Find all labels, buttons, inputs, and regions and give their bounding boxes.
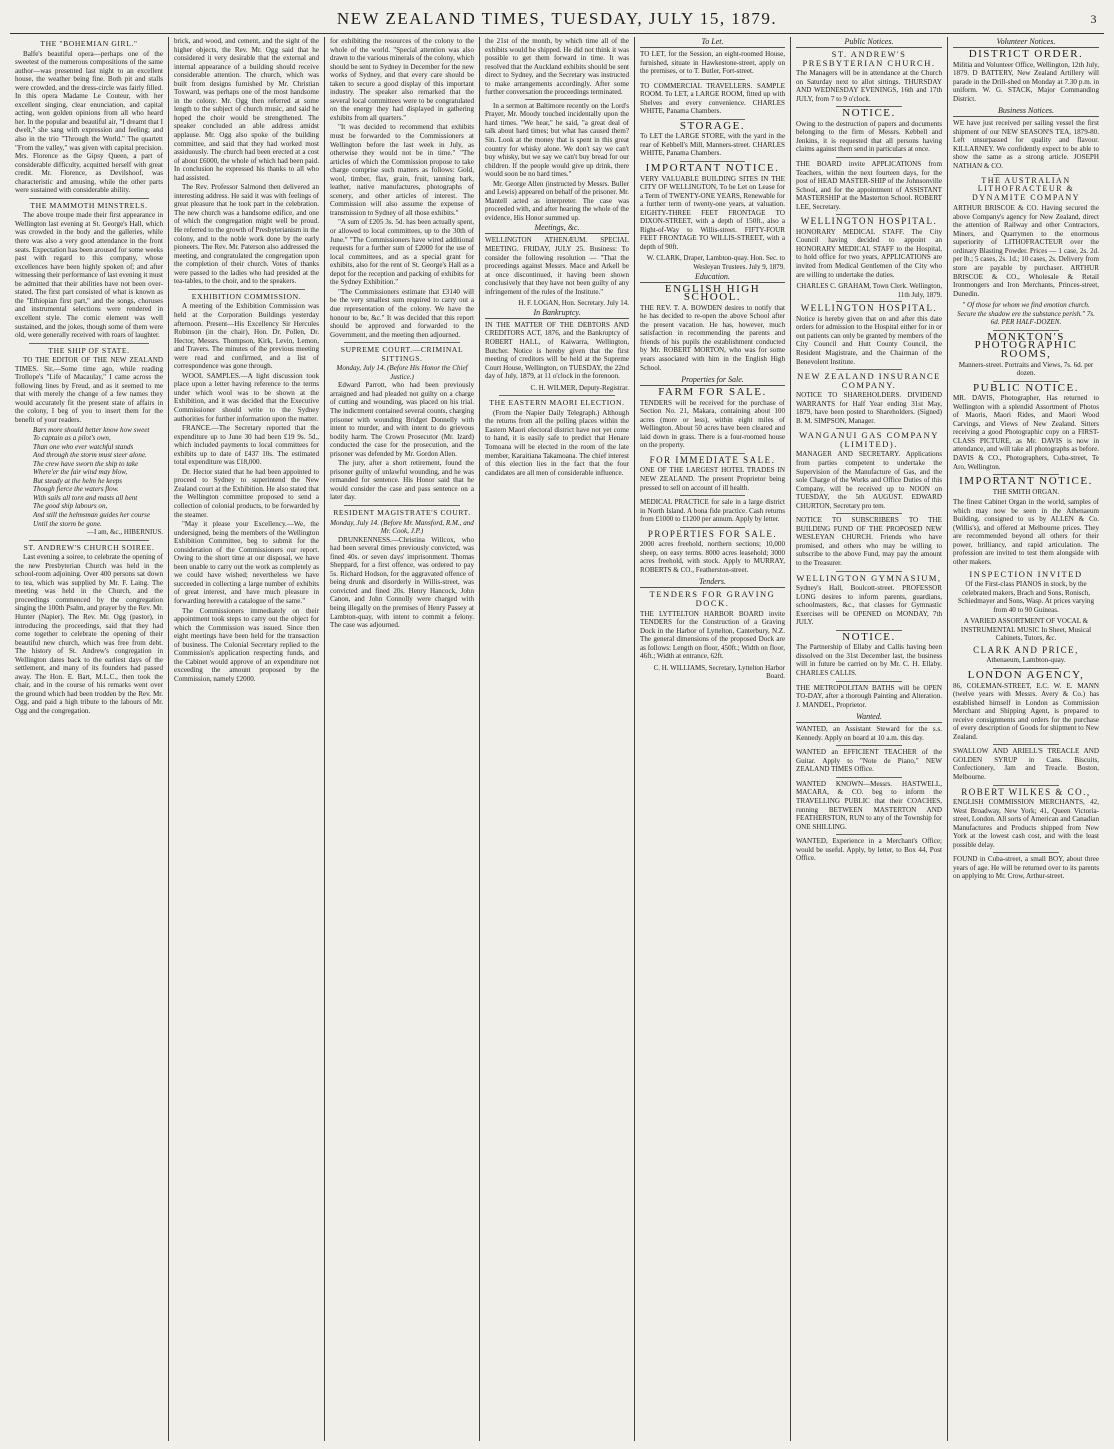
divider [29, 198, 149, 199]
divider [993, 744, 1059, 745]
divider [836, 214, 902, 215]
ad-signature: W. CLARK, Draper, Lambton-quay. Hon. Sec. to Wesleyan Trustees. July 9, 1879. [646, 254, 785, 272]
article-continued: for exhibiting the resources of the colony to the whole of the world. "Special attention was also drawn to the various minerals of the colony, which should be sent to Sydney in December for the new works of Sydney, and that every care should be taken to secure a good display of this important industry. The speaker also remarked that the several local committees were to be congratulated on the energy they had displayed in gathering exhibits from all quarters." [330, 37, 474, 122]
ad-signature: CHARLES C. GRAHAM, Town Clerk. Wellington, 11th July, 1879. [796, 282, 942, 299]
column-7 [947, 37, 1104, 1441]
ad-clark-price: Athenaeum, Lambton-quay. [986, 656, 1066, 665]
ad-robert-wilkes: ENGLISH COMMISSION MERCHANTS, 42, West Broadway, New York; 41, Queen Victoria-street, London. All sorts of American and Canadian Manufactures and Products shipped from New York at the lowest cash cost, and with the least possible delay. [953, 798, 1099, 849]
ad-monkton-title: MONKTON'S PHOTOGRAPHIC ROOMS, [974, 330, 1078, 360]
ad-gas-company-title: WANGANUI GAS COMPANY (LIMITED). [799, 430, 939, 449]
section-heading-wanted: Wanted. [796, 712, 942, 723]
heading-magistrates-court: RESIDENT MAGISTRATE'S COURT. [333, 507, 471, 517]
ad-hospital-medical-staff: HONORARY MEDICAL STAFF. The City Council having decided to appoint an HONORARY MEDICAL STAFF to the Hospital, to hold office for two years, APPLICATIONS are invited from Medical Gentlemen of the City who are willing to undertake the duties. [796, 227, 942, 279]
ad-pianos: Of the First-class PIANOS in stock, by the celebrated makers, Brach and Sons, Ronisch, Schiedmayer and Sons, Wasp. At prices varying from 40 to 90 Guineas. [957, 580, 1095, 614]
ad-house-to-let: TO LET, for the Session, an eight-roomed House, furnished, situate in Hawkestone-street, apply on the premises, or to T. Butler, Fort-street. [640, 50, 785, 76]
divider [188, 289, 305, 290]
ad-district-order-title: DISTRICT ORDER. [968, 48, 1084, 60]
column-4 [479, 37, 634, 1441]
ad-notice-kebbell: Owing to the destruction of papers and documents belonging to the firm of Messrs. Kebbell and Jenkins, it is requested that all persons having claims against them send in particulars at once. [796, 119, 942, 154]
section-heading-education: Education. [640, 272, 785, 283]
divider [344, 342, 460, 343]
ad-found-boy: FOUND in Cuba-street, a small BOY, about three years of age. He will be returned over to its parents on applying to Mr. Crow, Arthur-street. [953, 855, 1099, 881]
ad-storage-title: STORAGE. [679, 119, 746, 132]
article-continued: brick, and wood, and cement, and the sight of the higher objects, the Rev. Mr. Ogg said that he considered it very desirable that the external and internal appearance of a building should receive considerable attention. The church, which was built from designs furnished by Mr. Christian Toxward, was perhaps one of the most handsome in the colony. Mr. Ogg then referred at some length to the subject of church music, and said he hoped the choir would be strengthened. The speaker concluded an able address amidst applause. Mr. Ogg also spoke of the building committee, and said that they had worked most assiduously. The church had been erected at a cost of about £6000, the whole of which had been paid. In conclusion he expressed his thanks to all who had assisted. [174, 37, 319, 182]
divider [836, 834, 902, 835]
ad-graving-dock: THE LYTTELTON HARBOR BOARD invite TENDERS for the Construction of a Graving Dock in the Harbor of Lyttelton, Canterbury, N.Z. The general dimensions of the proposed Dock are as follows: Length on floor, 450ft.; Width on floor, 46ft.; Width at entrance, 62ft. [640, 609, 785, 661]
divider [993, 785, 1059, 786]
divider [344, 505, 460, 506]
article-continued: the 21st of the month, by which time all of the exhibits would be shipped. He did not think it was possible to get them forward in time. It was resolved that the Auckland exhibits should be sent direct to Sydney, and the Secretary was instructed to make arrangements accordingly. After some further conversation the proceedings terminated. [485, 37, 629, 97]
ad-important-notice-title: IMPORTANT NOTICE. [959, 475, 1093, 488]
ad-properties-title: PROPERTIES FOR SALE. [647, 528, 778, 539]
ad-hotel-sale: ONE OF THE LARGEST HOTEL TRADES IN NEW ZEALAND. The present Proprietor being pressed to sell on account of ill health. [640, 466, 785, 492]
heading-st-andrews-soiree: ST. ANDREW'S CHURCH SOIREE. [23, 542, 155, 552]
ad-lithofracteur-title: THE AUSTRALIAN LITHOFRACTEUR & DYNAMITE COMPANY [972, 175, 1080, 202]
article-paragraph: Dr. Hector stated that he had been appointed to proceed to Sydney to superintend the New Zealand court at the Exhibition. He also stated that the Wellington committee proposed to send a collection of colonial products, to be forwarded by the steamer. [174, 467, 319, 519]
ad-new-season-tea: WE have just received per sailing vessel the first shipment of our NEW SEASON'S TEA, 1879-80. Left unsurpassed for quality and flavour. KILLARNEY. We confidently expect to be able to show the same as a strong article. JOSEPH NATHAN & CO. [953, 119, 1099, 171]
article-mammoth-minstrels: The above troupe made their first appearance in Wellington last evening at St. George's Hall, which was crowded in the body and the galleries, while there was also a very good attendance in the front seats. Expectation has been aroused for some weeks past with regard to this company, whose excellences have been highly spoken of; and after witnessing their performance of last evening it must be admitted that their abilities have not been over-stated. The first part consisted of what is known as the "Ethiopian first part," and the songs, choruses and instrumental selections were rendered in excellent style. The comic element was well sustained, and the jokes, though some of them were old, were generally received with roars of laughter. [15, 211, 163, 340]
ad-farm-for-sale: TENDERS will be received for the purchase of Section No. 21, Makara, containing about 100 acres (more or less), within eight miles of Wellington. About 50 acres have been cleared and laid down in grass. There is a four-roomed house on the property. [640, 398, 785, 450]
ad-clark-price-title: CLARK AND PRICE, [973, 644, 1079, 655]
divider [993, 852, 1059, 853]
heading-supreme-court: SUPREME COURT.—CRIMINAL SITTINGS. [340, 345, 464, 363]
ad-wanted-teacher: WANTED an EFFICIENT TEACHER of the Guitar. Apply to "Note de Piano," NEW ZEALAND TIMES Office. [796, 748, 942, 774]
article-paragraph: DRUNKENNESS.—Christina Willcox, who had been several times previously convicted, was fined 40s. or seven days' imprisonment. Thomas Sheppard, for a first offence, was ordered to pay 5s. Richard Hodson, for the aggravated offence of being drunk and disorderly in Willis-street, was convicted and fined 20s. Henry Hancock, John Canon, and John Connolly were charged with being illegally on the premises of Henry Passey at Lambton-quay, with intent to commit a felony. The case was adjourned. [330, 535, 474, 630]
divider [29, 343, 149, 344]
ad-partnership-title: NOTICE. [842, 630, 896, 643]
ad-wanted-experience: WANTED, Experience in a Merchant's Office; would be useful. Apply, by letter, to Box 44, Post Office. [796, 837, 942, 863]
ad-signature: C. H. WILLIAMS, Secretary, Lyttelton Harbor Board. [653, 663, 785, 681]
section-heading-public-notices: Public Notices. [796, 37, 942, 48]
ad-hospital-admission: Notice is hereby given that on and after this date orders for admission to the Hospital either for in or out patients can only be granted by members of the City Council and Hutt County Council, the Resident Magistrate, and the Chairman of the Benevolent Institute. [796, 314, 942, 366]
ad-high-school: THE REV. T. A. BOWDEN desires to notify that he has decided to re-open the above School after the present vacation. He has, however, much satisfaction in recommending the parents and friends of his pupils the establishment conducted by Mr. ROBERT MORTON, who was for some years associated with him in the English High School. [640, 303, 785, 372]
article-paragraph: The Rev. Professor Salmond then delivered an interesting address. He said it was with feelings of great pleasure that he took part in the celebration. The new church was a handsome edifice, and one of which the congregation might well be proud. He referred to the growth of Presbyterianism in the colony, and to the noble work done by the early pioneers. The Rev. Mr. Paterson also addressed the meeting, and congratulated the congregation upon the completion of their church. Votes of thanks were passed to the ladies who had presided at the tea-tables, to the choir, and to the speakers. [174, 183, 319, 286]
divider [993, 174, 1059, 175]
article-paragraph: "May it please your Excellency.—We, the undersigned, being the members of the Wellington Exhibition Committee, beg to submit for the consideration of the Commissioners our report. Owing to the short time at our disposal, we have been unable to carry out the work as completely as we could have wished; nevertheless we have succeeded in collecting a large number of exhibits of great interest, and have much pleasure in forwarding herewith a catalogue of the same." [174, 520, 319, 605]
article-bohemian-girl: Balfe's beautiful opera—perhaps one of the sweetest of the numerous compositions of the same author—was presented last night to an excellent house, the weather being fine. Both pit and stalls were crowded, and the dress-circle was fairly filled. In this opera Madame Le Couteur, with her excellent singing, clear enunciation, and capital acting, won golden opinions from all who heard her. In the popular and beautiful air, "I dreamt that I dwelt," she sang with expression and feeling; and also in the trio "Through the World." The quartett "From the valley," was given with capital precision. Mrs. Florence as the Gipsy Queen, a part of considerable difficulty, acquitted herself with great credit. Mr. Florence, as Devilshoof, was characteristic and amusing, while the other parts were sustained with considerable ability. [15, 49, 163, 195]
article-paragraph: The Commissioners immediately on their appointment took steps to carry out the object for which the Commission was issued. Since then eight meetings have been held for the transaction of business. The Colonial Secretary replied to the Commission's application respecting funds, and the Cabinet would approve of an expenditure not exceeding the amount proposed by the Commission, namely £2000. [174, 606, 319, 683]
heading-exhibition-commission: EXHIBITION COMMISSION. [191, 291, 302, 301]
ad-hospital-title-2: WELLINGTON HOSPITAL. [800, 303, 938, 314]
column-6 [790, 37, 947, 1441]
poem-verse: Bars more should better know how sweet To captain as a pilot's own, Than one who ever watchful stands And through the storm must steer alone. The crew have sworn the ship to take Where'er the fair wind may blow, But steady at the helm he keeps Though fierce the waters flow. With sails all torn and masts all bent The good ship labours on, And still the helmsman guides her course Until the storm be gone. [33, 425, 151, 528]
article-exhibition-commission: A meeting of the Exhibition Commission was held at the Corporation Buildings yesterday afternoon. Present—His Excellency Sir Hercules Robinson (in the chair), Hon. Dr. Pollen, Dr. Hector, Messrs. Thompson, Kirk, Levin, Lemon, and Travers. The minutes of the previous meeting were read and confirmed, and a list of correspondence was gone through. [174, 302, 319, 371]
section-heading-meetings: Meetings, &c. [485, 223, 629, 234]
section-heading-business-notices: Business Notices. [953, 106, 1099, 117]
section-heading-to-let: To Let. [640, 37, 785, 48]
masthead-title: NEW ZEALAND TIMES, TUESDAY, JULY 15, 1879. [336, 9, 778, 28]
divider [525, 99, 589, 100]
ad-metropolitan-baths: THE METROPOLITAN BATHS will be OPEN TO-DAY, after a thorough Painting and Alteration. J. MANDEL, Proprietor. [796, 683, 942, 709]
divider [836, 745, 902, 746]
ad-building-sites: VERY VALUABLE BUILDING SITES IN THE CITY OF WELLINGTON, To be Let on Lease for a Term of TWENTY-ONE YEARS, Renewable for a further term of twenty-one years, at valuation. EIGHTY-THREE FEET FRONTAGE TO DIXON-STREET, with a depth of 150ft., also a Right-of-Way to Willis-street. FIFTY-FOUR FEET FRONTAGE TO WILLIS-STREET, with a depth of 90ft. [640, 174, 785, 251]
article-st-andrews-soiree: Last evening a soiree, to celebrate the opening of the new Presbyterian Church was held in the school-room adjoining. Over 400 persons sat down to tea, which was supplied by Mr. F. Laing. The meeting was held in the Church, and the proceedings commenced by the congregation singing the 100th Psalm, and prayer by the Rev. Mr. Hunter (Napier). The Rev. Mr. Ogg (pastor), in introducing the proceedings, said that they had come together to celebrate the opening of their beautiful new church, which was free from debt. The history of St. Andrew's congregation in Wellington dates back to the earliest days of the settlement, and many of its founders had passed away. The Hon. E. Bart, M.L.C., then took the chair, and in the course of his remarks went over the ground which had been trodden by the Rev. Mr. Ogg, and paid a high tribute to the labours of Mr. Ogg and the congregation. [15, 553, 163, 716]
article-paragraph: Edward Parrott, who had been previously arraigned and had pleaded not guilty on a charge of cutting and wounding, was placed on his trial. The indictment contained several counts, charging prisoner with wounding Bridget Donnelly with intent to murder, and with intent to do grievous bodily harm. The Crown Prosecutor (Mr. Izard) conducted the case for the prosecution, and the prisoner was defended by Mr. Gordon Allen. [330, 381, 474, 458]
section-heading-tenders: Tenders. [640, 577, 785, 588]
ad-hospital-title: WELLINGTON HOSPITAL. [800, 216, 938, 227]
divider [836, 681, 902, 682]
supreme-court-subheading: Monday, July 14. (Before His Honor the Chief Justice.) [336, 364, 468, 381]
heading-ship-of-state: THE SHIP OF STATE. [48, 345, 130, 355]
ad-notice-title: NOTICE. [842, 107, 896, 120]
ad-monkton-photographic: Manners-street. Portraits and Views, 7s. 6d. per dozen. [958, 360, 1094, 378]
ad-district-order: Militia and Volunteer Office, Wellington, 12th July, 1879. D BATTERY, New Zealand Artillery will parade in the Drill-shed on Monday at 7.30 p.m. in uniform. W. G. STACK, Major Commanding District. [953, 60, 1100, 103]
letter-ship-of-state: TO THE EDITOR OF THE NEW ZEALAND TIMES. Sir,—Some time ago, while reading Trollope's "Life of Macaulay," I came across the following lines by Freud, and as it seemed to me that with merely the change of a few names they would accurately fit the present state of affairs in the colony, I beg of you to insert them for the benefit of your readers. [15, 356, 163, 424]
article-paragraph: "It was decided to recommend that exhibits must be forwarded to the Commissioners at Wellington before the last week in July, as otherwise they would not be in time." "The articles of which the Commission propose to take charge comprise such matters as follows: Gold, wool, timber, flax, grain, fruit, tanning bark, leather, native manufactures, photographs of scenery, and other articles of interest. The Commission will also assume the expense of transmission to Sydney of all those exhibits." [330, 123, 474, 217]
columns [10, 37, 1104, 1441]
divider [836, 369, 902, 370]
masthead-rule [10, 33, 1104, 34]
ad-smith-organ: The finest Cabinet Organ in the world, samples of which may now be seen in the Athenaeum Building, consigned to us by ALLEN & Co. (Willis's), and offered at Melbourne prices. They are recommended beyond all others for their power, brilliancy, and rapid articulation. The profession are invited to test them alongside with other makers. [953, 498, 1099, 566]
divider [836, 571, 902, 572]
ad-farm-title: FARM FOR SALE. [658, 386, 767, 399]
divider [680, 453, 745, 454]
heading-mammoth-minstrels: THE MAMMOTH MINSTRELS. [30, 200, 148, 210]
ad-wanted-known: WANTED KNOWN—Messrs. HASTWELL, MACARA, & CO. beg to inform the TRAVELLING PUBLIC that their COACHES, running BETWEEN MASTERTON AND FEATHERSTON, RUN to any of the Township for ONE SHILLING. [796, 779, 942, 831]
ad-insurance-dividend: NOTICE TO SHAREHOLDERS. DIVIDEND WARRANTS for Half Year ending 31st May, 1879, have been posted to Shareholders. (Signed) B. M. SIMPSON, Manager. [796, 391, 942, 425]
newspaper-page [10, 8, 1104, 1441]
column-2 [168, 37, 324, 1441]
column-1 [10, 37, 168, 1441]
divider [836, 157, 902, 158]
divider [836, 301, 902, 302]
ad-properties-for-sale: 2000 acres freehold, northern sections; 10,000 sheep, on easy terms. 8000 acres leasehold; 3000 acres freehold, with stock. Apply to MURRAY, ROBERTS & CO., Featherston-street. [640, 540, 785, 574]
article-paragraph: FRANCE.—The Secretary reported that the expenditure up to June 30 had been £19 9s. 5d., which included payments to local committees for exhibits up to date of £437 10s. The estimated total expenditure was £18,000. [174, 424, 319, 467]
ad-london-agency: 86, COLEMAN-STREET, E.C. W. E. MANN (twelve years with Messrs. Avery & Co.) has established himself in London as Commission Merchant and Shipping Agent, is prepared to receive consignments and orders for the purchase of every description of Goods for shipment to New Zealand. [953, 681, 1099, 741]
ad-music-assortment: A VARIED ASSORTMENT OF VOCAL & INSTRUMENTAL MUSIC In Sheet, Musical Cabinets, Tutors, &c. [960, 617, 1092, 643]
ad-robert-wilkes-title: ROBERT WILKES & CO., [961, 786, 1091, 797]
divider [836, 777, 902, 778]
ad-insurance-title: NEW ZEALAND INSURANCE COMPANY. [797, 371, 941, 390]
heading-eastern-maori-election: THE EASTERN MAORI ELECTION. [489, 398, 625, 408]
divider [680, 495, 745, 496]
ad-education-board: THE BOARD invite APPLICATIONS from Teachers, within the next fourteen days, for the post of HEAD MASTER-SHIP of the Johnsonville School, and for the appointment of ASSISTANT MASTERSHIP at the Masterton School. ROBERT LEE, Secretary. [796, 160, 942, 211]
ad-public-notice-title: PUBLIC NOTICE. [973, 381, 1079, 394]
ad-quotation: " Of those for whom we find emotion church. Secure the shadow ere the substance perish." 7s. 6d. PER HALF-DOZEN. [957, 301, 1095, 327]
article-paragraph: "The Commissioners estimate that £3140 will be the very smallest sum required to carry out a due representation of the colony. We have the honour to be, &c." It was decided that this report should be approved and forwarded to the Government, and the meeting then adjourned. [330, 287, 474, 339]
ad-wanted-steward: WANTED, an Assistant Steward for the s.s. Kennedy. Apply on board at 10 a.m. this day. [796, 725, 942, 742]
section-heading-volunteer-notices: Volunteer Notices. [953, 37, 1099, 48]
ad-gas-company: MANAGER AND SECRETARY. Applications from parties competent to undertake the Supervision of the Manufacture of Gas, and the sole Charge of the Works and Office Duties of this Company, will be received up to NOON on TUESDAY, the 5th AUGUST. EDWARD CHURTON, Secretary pro tem. [796, 450, 942, 510]
ad-signature: C. H. WILMER, Deputy-Registrar. [530, 383, 629, 392]
ad-swallow-ariell: SWALLOW AND ARIELL'S TREACLE AND GOLDEN SYRUP in Cans. Biscuits, Confectionery, Jam and Treacle. Boston, Melbourne. [953, 747, 1099, 782]
article-moody-sermon: In a sermon at Baltimore recently on the Lord's Prayer, Mr. Moody touched incidentally upon the hard times. "We hear," he said, "a great deal of talk about hard times; but what has caused them? Sin. Look at the money that is spent in this great country for whisky alone. We don't say we can't buy whisky, but we say we can't buy bread for our children. If the people would give up drink, there would soon be no hard times." [485, 101, 629, 179]
ad-sample-room: TO COMMERCIAL TRAVELLERS. SAMPLE ROOM. To LET, a LARGE ROOM, fitted up with Shelves and every convenience. CHARLES WHITE, Panama Chambers. [640, 81, 785, 116]
ad-wesleyan-building-fund: NOTICE TO SUBSCRIBERS TO THE BUILDING FUND OF THE PROPOSED NEW WESLEYAN CHURCH. Friends who have promised, and others who may be willing to subscribe to the above Fund, may pay the amount to the Treasurer. [796, 516, 942, 567]
column-3 [324, 37, 479, 1441]
masthead [10, 8, 1104, 30]
ad-st-andrews-sittings: The Managers will be in attendance at the Church on Saturday next to allot sittings. THURSDAY AND WEDNESDAY EVENINGS, 16th and 17th JULY, from 7 to 9 o'clock. [796, 69, 942, 103]
article-paragraph: Mr. George Allen (instructed by Messrs. Buller and Lewis) appeared on behalf of the prisoner. Mr. Mantell acted as interpreter. The case was proceeded with, and after hearing the whole of the evidence, His Honor summed up. [485, 179, 629, 222]
divider [499, 395, 615, 396]
section-heading-properties: Properties for Sale. [640, 375, 785, 386]
heading-bohemian-girl: THE "BOHEMIAN GIRL." [40, 39, 138, 48]
page-number: 3 [1090, 12, 1098, 26]
column-5 [634, 37, 790, 1441]
divider [836, 513, 902, 514]
article-paragraph: WOOL SAMPLES.—A light discussion took place upon a letter having reference to the terms under which wool was to be shown at the Exhibition, and it was decided that the Executive Commissioner should write to the Sydney authorities for further information upon the matter. [174, 371, 319, 423]
ad-signature: H. F. LOGAN, Hon. Secretary. July 14. [518, 299, 629, 308]
article-paragraph: The jury, after a short retirement, found the prisoner guilty of unlawful wounding, and he was remanded for sentence. His Honor said that he would consider the case and pass sentence on a later day. [330, 459, 474, 502]
magistrates-court-subheading: Monday, July 14. (Before Mr. Mansford, R.M., and Mr. Cook, J.P.) [330, 518, 474, 536]
article-eastern-maori-election: (From the Napier Daily Telegraph.) Although the returns from all the polling places within the Eastern Maori electoral district have not yet come to hand, it is easily safe to predict that Henare Tomoana will be elected in the room of the late member, Karaitiana Takamoana. The chief interest of this election lies in the fact that the four candidates are all men of considerable influence. [485, 408, 629, 477]
ad-lithofracteur: ARTHUR BRISCOE & CO. Having secured the above Company's agency for New Zealand, direct the attention of Railway and other Contractors, Miners, and Quarrymen to the enormous superiority of LITHOFRACTEUR over the ordinary Blasting Powder. Prices — 1 case, 2s. 2d. per lb.; 5 cases, 2s. 1d.; 10 cases, 2s. Delivery from store are payable by purchaser. ARTHUR BRISCOE & CO., Wholesale & Retail Ironmongers and Iron Merchants, Princes-street, Dunedin. [953, 204, 1099, 298]
divider [836, 428, 902, 429]
ad-storage: To LET the LARGE STORE, with the yard in the rear of Kebbell's Mill, Manners-street. CHARLES WHITE, Panama Chambers. [640, 132, 785, 158]
ad-partnership-dissolved: The Partnership of Ellaby and Callis having been dissolved on the 31st December last, the business will in future be carried on by Mr. C. H. Ellaby. CHARLES CALLIS. [796, 643, 942, 677]
ad-gymnasium: Sydney's Hall, Boulcott-street. PROFESSOR LONG desires to inform parents, guardians, schoolmasters, &c., that classes for Gymnastic Exercises will be OPENED on MONDAY, 7th JULY. [796, 584, 942, 627]
article-paragraph: "A sum of £205 3s. 5d. has been actually spent, or allowed to local committees, up to the 30th of June." "The Commissioners have wired additional requests for a further sum of £2000 for the use of local committees, and as a special grant for exhibits, also for the rent of St. George's Hall as a depot for the reception and packing of exhibits for the Sydney Exhibition." [330, 218, 474, 287]
ad-athenaeum-meeting: WELLINGTON ATHENÆUM. SPECIAL MEETING. FRIDAY, JULY 25. Business: To consider the following resolution — "That the proceedings against Messrs. Mace and Arkell be at once discontinued, it having been shown conclusively that they have not been guilty of any infringement of the rules of the Institute." [485, 236, 629, 296]
ad-inspection-title: INSPECTION INVITED [969, 568, 1083, 579]
ad-davis-photographer: MR. DAVIS, Photographer, Has returned to Wellington with a splendid Assortment of Photos of Maoris, Maori Rides, and Maori Wood Carvings, and Views of New Zealand. Sitters receiving a good Photographic copy on a FIRST-CLASS PICTURE, as Mr. DAVIS is now in attendance, and will take all photographs as before. DAVIS & CO., Photographers, Cuba-street, Te Aro, Wellington. [953, 394, 1099, 471]
ad-smith-organ-subtitle: THE SMITH ORGAN. [992, 487, 1060, 496]
ad-building-sites-title: IMPORTANT NOTICE. [645, 162, 780, 175]
divider [29, 540, 149, 541]
ad-graving-dock-title: TENDERS FOR GRAVING DOCK. [649, 589, 776, 608]
letter-signature: —I am, &c., HIBERNIUS. [86, 528, 163, 537]
ad-st-andrews-title: ST. ANDREW'S PRESBYTERIAN CHURCH. [802, 49, 936, 68]
divider [680, 79, 745, 80]
ad-hotel-title: FOR IMMEDIATE SALE. [649, 454, 776, 465]
ad-high-school-title: ENGLISH HIGH SCHOOL. [664, 282, 761, 304]
divider [680, 527, 745, 528]
ad-bankruptcy-notice: IN THE MATTER OF THE DEBTORS AND CREDITORS ACT, 1876, and the Bankruptcy of ROBERT HALL, of Kaiwarra, Wellington, Butcher. Notice is hereby given that the first meeting of creditors will be held at the Supreme Court House, Wellington, on TUESDAY, the 22nd day of July, 1879, at 11 o'clock in the forenoon. [485, 320, 629, 381]
ad-gymnasium-title: WELLINGTON GYMNASIUM, [796, 572, 942, 583]
ad-medical-practice: MEDICAL PRACTICE for sale in a large district in North Island. A bona fide practice. Cash returns from £1000 to £1200 per annum. Apply by letter. [640, 498, 785, 524]
section-heading-bankruptcy: In Bankruptcy. [485, 308, 629, 319]
ad-london-agency-title: LONDON AGENCY, [967, 669, 1085, 681]
